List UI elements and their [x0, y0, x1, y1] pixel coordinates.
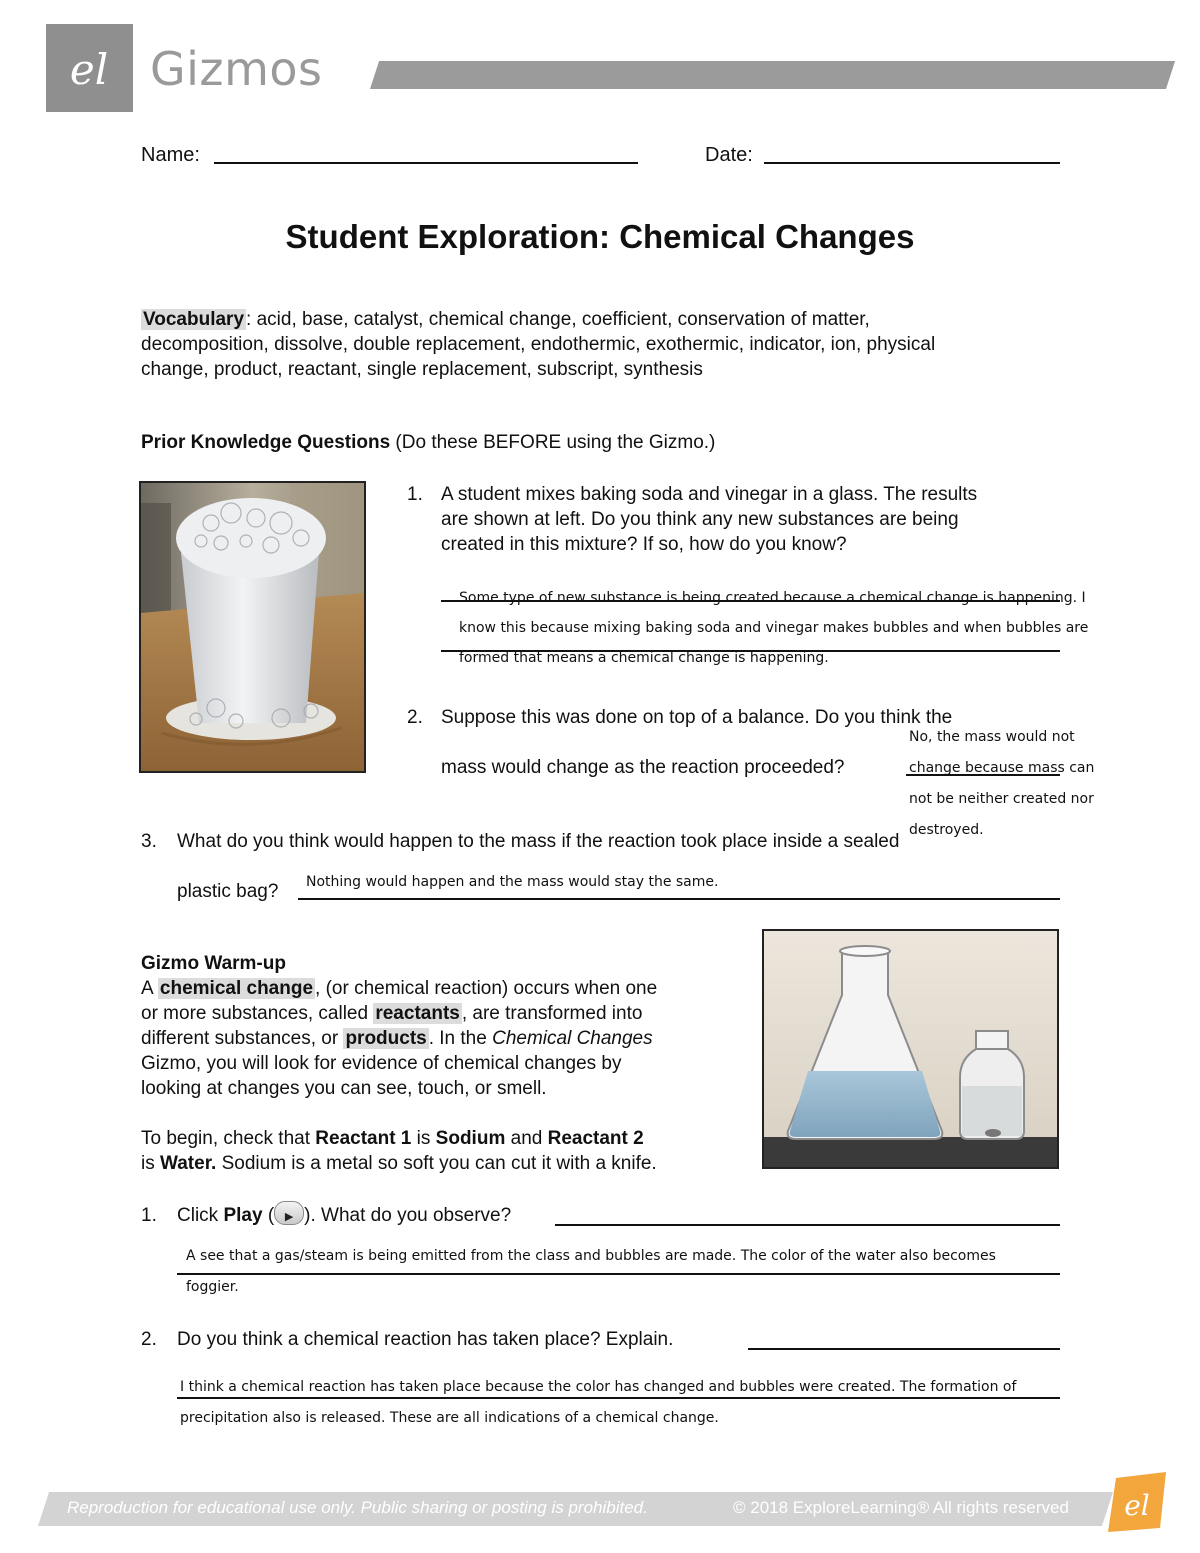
- answer-2-text-line-4: destroyed.: [909, 822, 984, 838]
- warmup-text: , are transformed into: [461, 1003, 643, 1024]
- warmup-block: [141, 951, 741, 1176]
- warmup-answer-1-line-1[interactable]: [555, 1224, 1060, 1226]
- explorelearning-logo: [46, 24, 133, 112]
- question-2-line-2: mass would change as the reaction proceeded?: [441, 757, 845, 778]
- baking-soda-glass-photo: [139, 481, 366, 773]
- reactant-1-value: Sodium: [435, 1128, 506, 1149]
- warmup-answer-2-line-b: precipitation also is released. These are all indications of a chemical change.: [180, 1410, 719, 1426]
- warmup-answer-1-text: [186, 1241, 1186, 1303]
- question-1-line-2: are shown at left. Do you think any new substances are being: [441, 509, 959, 530]
- question-1-line-1: A student mixes baking soda and vinegar in a glass. The results: [441, 484, 978, 505]
- warmup-text: To begin, check that: [141, 1128, 316, 1149]
- answer-1-text-line-2: know this because mixing baking soda and vinegar makes bubbles and when bubbles are: [459, 620, 1089, 636]
- question-1-line-3: created in this mixture? If so, how do you know?: [441, 534, 847, 555]
- answer-3-line[interactable]: [298, 898, 1060, 900]
- name-label: Name:: [141, 144, 200, 166]
- vocabulary-label: Vocabulary: [143, 309, 245, 330]
- warmup-text: A: [141, 978, 158, 999]
- warmup-spacer: [141, 1101, 741, 1126]
- prior-question-2: [407, 705, 952, 730]
- prior-question-3: [141, 829, 899, 854]
- vocabulary-line-1: : acid, base, catalyst, chemical change, coefficient, conservation of matter,: [246, 309, 870, 330]
- gizmo-name: Chemical Changes: [492, 1028, 653, 1049]
- page-title: Student Exploration: Chemical Changes: [285, 218, 915, 255]
- brand-title: Gizmos: [150, 42, 323, 96]
- warmup-answer-2-line-1[interactable]: [748, 1348, 1060, 1350]
- name-field[interactable]: [214, 162, 638, 164]
- warmup-question-2: [141, 1327, 673, 1352]
- warmup-answer-1-line-a: A see that a gas/steam is being emitted from the class and bubbles are made. The color of the water also becomes: [186, 1248, 996, 1264]
- question-number: 2.: [407, 707, 423, 728]
- vocabulary-line-2: decomposition, dissolve, double replacement, endothermic, exothermic, indicator, ion, physical: [141, 334, 936, 355]
- corner-logo: [1102, 1470, 1172, 1534]
- warmup-text: and: [505, 1128, 548, 1149]
- reactant-1-label: Reactant 1: [315, 1128, 412, 1149]
- header-bar: [370, 61, 1175, 89]
- answer-1-text-line-3: formed that means a chemical change is happening.: [459, 650, 829, 666]
- vocabulary-block: [141, 307, 1071, 382]
- question-3-line-2: plastic bag?: [177, 881, 279, 902]
- term-reactants: reactants: [375, 1003, 460, 1024]
- warmup-question-1: [141, 1203, 511, 1228]
- warmup-answer-2-line-a: I think a chemical reaction has taken place because the color has changed and bubbles were created. The formation of: [180, 1379, 1017, 1395]
- warmup-line-2: [141, 1001, 741, 1026]
- question-number: 2.: [141, 1329, 157, 1350]
- answer-1-text-line-1: Some type of new substance is being created because a chemical change is happening. I: [459, 590, 1086, 606]
- warmup-answer-1-line-b: foggier.: [186, 1279, 239, 1295]
- question-number: 3.: [141, 831, 157, 852]
- warmup-q1-text: ). What do you observe?: [304, 1205, 512, 1226]
- date-field[interactable]: [764, 162, 1060, 164]
- warmup-q1-text: (: [262, 1205, 275, 1226]
- corner-logo-text: el: [1124, 1489, 1150, 1522]
- answer-2-text: [909, 722, 1139, 846]
- warmup-text: Sodium is a metal so soft you can cut it with a knife.: [216, 1153, 657, 1174]
- footer-copyright: © 2018 ExploreLearning® All rights reserved: [733, 1498, 1069, 1517]
- question-2-line-1: Suppose this was done on top of a balance. Do you think the: [441, 707, 953, 728]
- prior-question-1: [407, 482, 1087, 557]
- warmup-line-6: [141, 1126, 741, 1151]
- warmup-line-7: [141, 1151, 741, 1176]
- vocabulary-line-3: change, product, reactant, single replacement, subscript, synthesis: [141, 359, 703, 380]
- reactant-2-value: Water.: [160, 1153, 217, 1174]
- answer-2-text-line-1: No, the mass would not: [909, 729, 1075, 745]
- date-label: Date:: [705, 144, 753, 166]
- warmup-line-5: looking at changes you can see, touch, or smell.: [141, 1078, 547, 1099]
- play-icon[interactable]: ▶: [274, 1201, 304, 1225]
- answer-2-text-line-3: not be neither created nor: [909, 791, 1094, 807]
- prior-heading-note: (Do these BEFORE using the Gizmo.): [390, 432, 716, 453]
- play-label: Play: [223, 1205, 263, 1226]
- warmup-answer-2-text: [180, 1372, 1180, 1434]
- logo-text: el: [69, 45, 109, 94]
- term-chemical-change: chemical change: [159, 978, 314, 999]
- warmup-text: is: [411, 1128, 436, 1149]
- warmup-text: or more substances, called: [141, 1003, 374, 1024]
- flask-and-bottle-image: [762, 929, 1059, 1169]
- warmup-q1-text: Click: [177, 1205, 224, 1226]
- prior-heading-text: Prior Knowledge Questions: [141, 432, 391, 453]
- warmup-line-1: [141, 976, 741, 1001]
- term-products: products: [345, 1028, 427, 1049]
- warmup-text: different substances, or: [141, 1028, 344, 1049]
- reactant-2-label: Reactant 2: [547, 1128, 644, 1149]
- answer-3-text: Nothing would happen and the mass would stay the same.: [306, 874, 719, 890]
- question-number: 1.: [141, 1205, 157, 1226]
- prior-knowledge-heading: [141, 432, 715, 454]
- question-number: 1.: [407, 484, 423, 505]
- warmup-heading: Gizmo Warm-up: [141, 953, 286, 974]
- question-3-line-1: What do you think would happen to the mass if the reaction took place inside a sealed: [177, 831, 900, 852]
- answer-1-text: [459, 583, 1179, 673]
- warmup-text: . In the: [428, 1028, 493, 1049]
- answer-2-text-line-2: change because mass can: [909, 760, 1095, 776]
- warmup-line-4: Gizmo, you will look for evidence of chemical changes by: [141, 1053, 622, 1074]
- footer-disclaimer: Reproduction for educational use only. Public sharing or posting is prohibited.: [67, 1498, 648, 1517]
- warmup-line-3: [141, 1026, 741, 1051]
- warmup-text: , (or chemical reaction) occurs when one: [315, 978, 658, 999]
- warmup-text: is: [141, 1153, 160, 1174]
- warmup-q2-text: Do you think a chemical reaction has taken place? Explain.: [177, 1329, 674, 1350]
